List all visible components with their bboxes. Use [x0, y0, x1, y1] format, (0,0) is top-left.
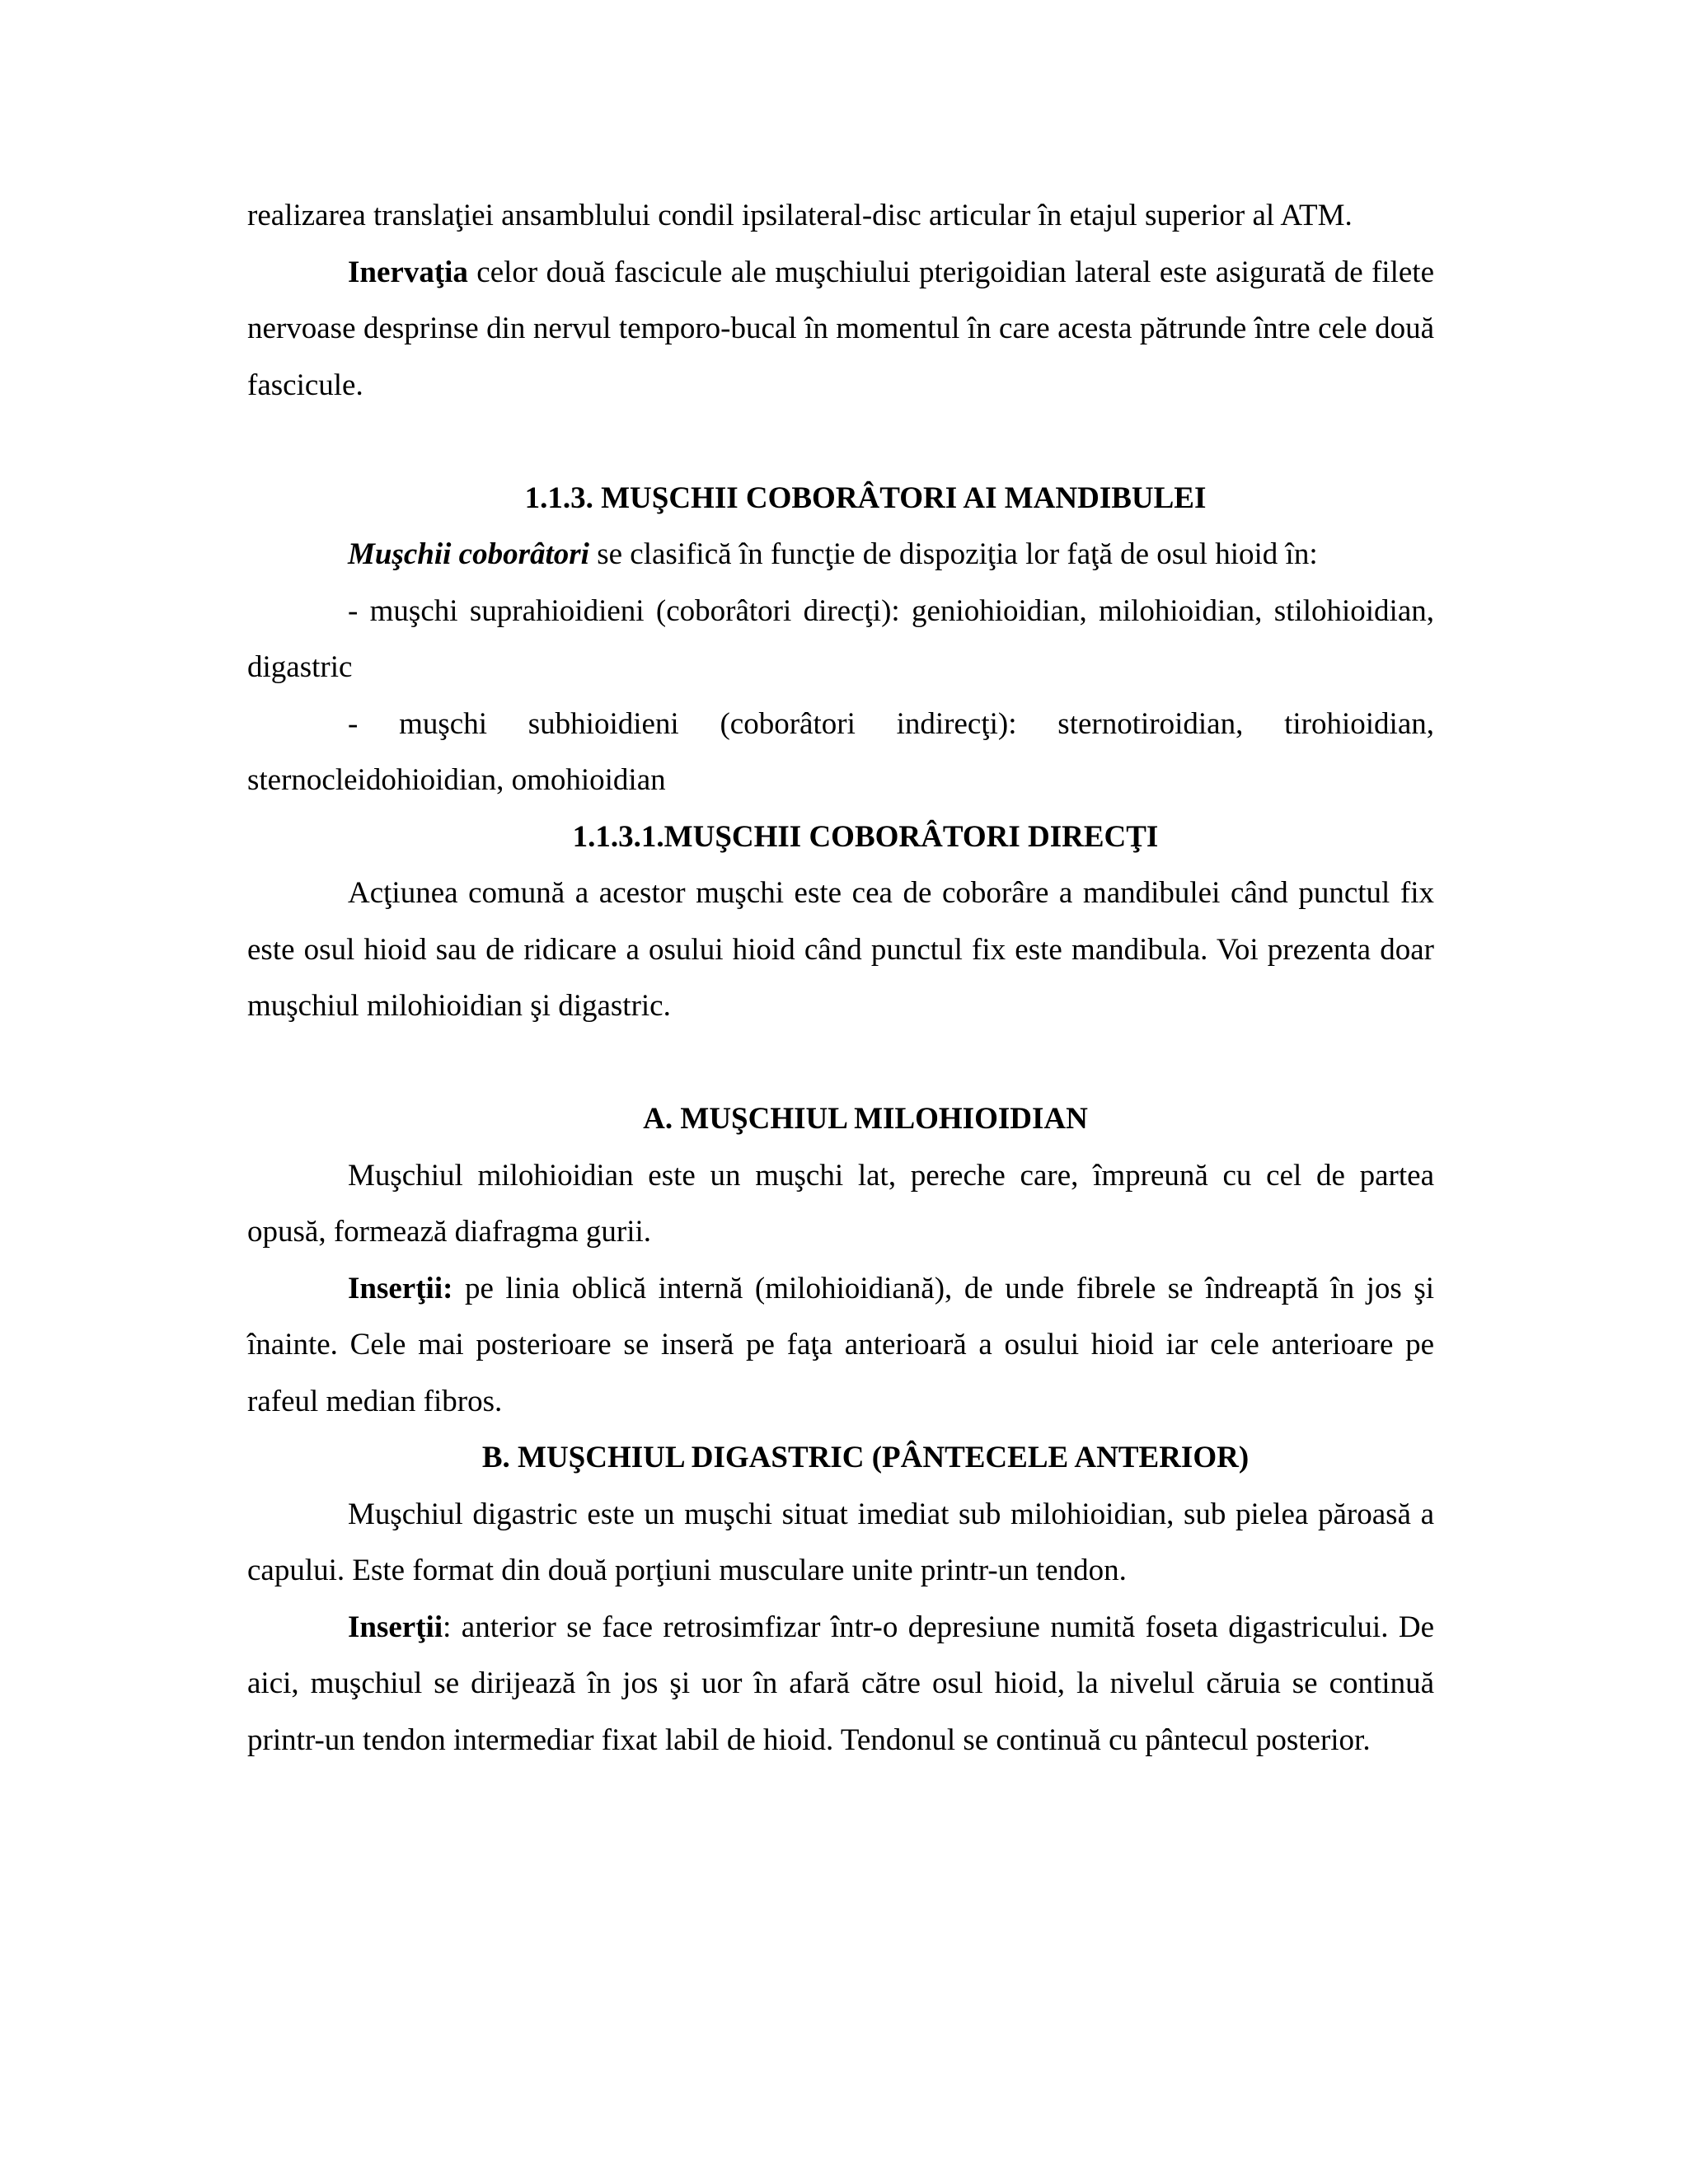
spacer: [247, 414, 1434, 471]
heading-1-1-3-1: 1.1.3.1.MUŞCHII COBORÂTORI DIRECŢI: [572, 819, 1159, 854]
heading-mylohyoid: A. MUŞCHIUL MILOHIOIDIAN: [643, 1102, 1088, 1136]
paragraph-text: celor două fascicule ale muşchiului pterigoidian lateral este asigurată de filete nervoase desprinse din nervul temporo-bucal în momentul în care acesta pătrunde între cele două fascicule.: [247, 255, 1434, 402]
paragraph-text: realizarea translaţiei ansamblului condil ipsilateral-disc articular în etajul superior al ATM.: [247, 199, 1353, 232]
paragraph-classification: [247, 527, 1434, 583]
paragraph-mylohyoid-insertions: [247, 1261, 1434, 1431]
paragraph-mylohyoid-description: Muşchiul milohioidian este un muşchi lat, pereche care, împreună cu cel de partea opusă, formează diafragma gurii.: [247, 1158, 1434, 1249]
list-item-infrahyoid: - muşchi subhioidieni (coborâtori indirecţi): sternotiroidian, tirohioidian, sternocleidohioidian, omohioidian: [247, 706, 1434, 797]
insertions-lead: Inserţii:: [348, 1271, 453, 1305]
innervation-lead: Inervaţia: [348, 255, 468, 289]
heading-digastric: B. MUŞCHIUL DIGASTRIC (PÂNTECELE ANTERIOR): [481, 1441, 1250, 1474]
paragraph-text: : anterior se face retrosimfizar într-o depresiune numită foseta digastricului. De aici, muşchiul se dirijează în jos şi uor în afară către osul hioid, la nivelul căruia se continuă printr-un tendon intermediar fixat labil de hioid. Tendonul se continuă cu pântecul posterior.: [247, 1610, 1434, 1757]
paragraph-common-action: Acţiunea comună a acestor muşchi este cea de coborâre a mandibulei când punctul fix este osul hioid sau de ridicare a osului hioid când punctul fix este mandibula. Voi prezenta doar muşchiul milohioidian şi digastric.: [247, 876, 1434, 1023]
page-content: [247, 188, 1434, 1769]
spacer: [247, 1035, 1434, 1092]
insertions-lead: Inserţii: [348, 1610, 443, 1644]
paragraph-text: pe linia oblică internă (milohioidiană), de unde fibrele se îndreaptă în jos şi înainte. Cele mai posterioare se inseră pe faţa anterioară a osului hioid iar cele anterioare pe rafeul median fibros.: [247, 1271, 1434, 1418]
list-item-suprahyoid: - muşchi suprahioidieni (coborâtori direcţi): geniohioidian, milohioidian, stilohioidian, digastric: [247, 593, 1434, 684]
paragraph-digastric-description: Muşchiul digastric este un muşchi situat imediat sub milohioidian, sub pielea păroasă a capului. Este format din două porţiuni musculare unite printr-un tendon.: [247, 1497, 1434, 1587]
paragraph-translation: [247, 188, 1434, 245]
paragraph-text: se clasifică în funcţie de dispoziţia lor faţă de osul hioid în:: [588, 537, 1318, 571]
classification-lead: Muşchii coborâtori: [348, 537, 589, 571]
paragraph-innervation: [247, 245, 1434, 415]
paragraph-digastric-insertions: [247, 1600, 1434, 1769]
heading-1-1-3: 1.1.3. MUŞCHII COBORÂTORI AI MANDIBULEI: [524, 480, 1207, 515]
